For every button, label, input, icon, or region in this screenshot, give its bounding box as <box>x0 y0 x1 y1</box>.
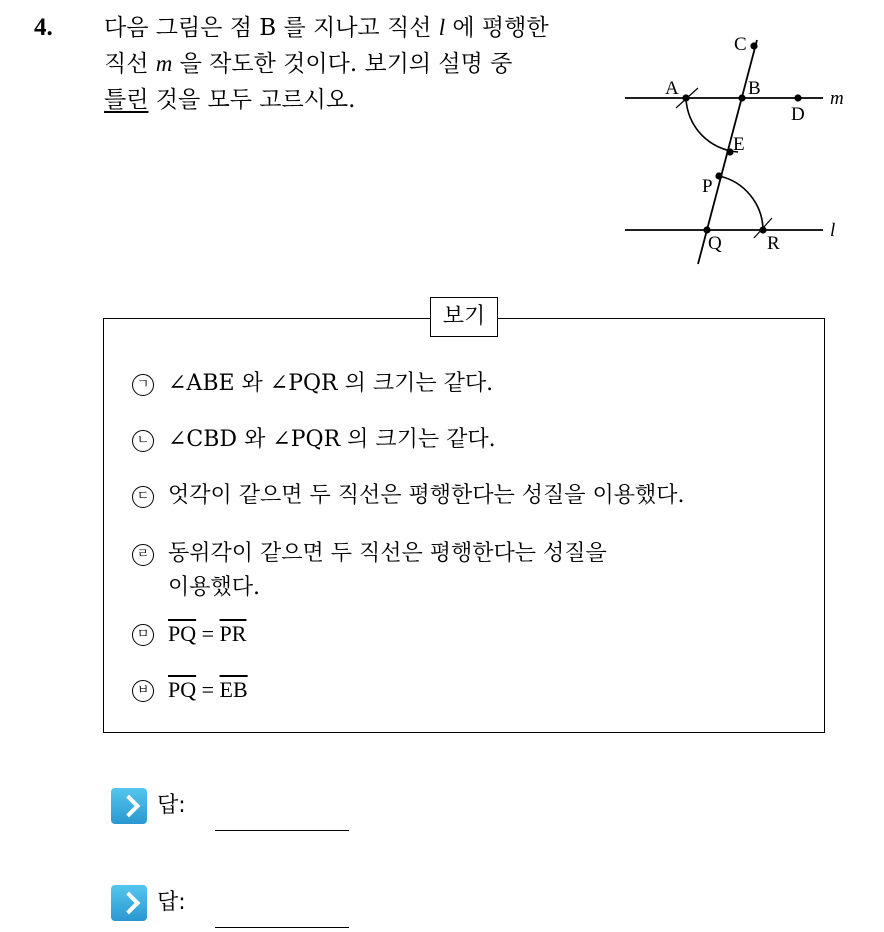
item-text-4: 동위각이 같으면 두 직선은 평행한다는 성질을 <box>168 541 607 566</box>
line-l-variable: l <box>438 15 446 40</box>
label-q: Q <box>708 233 722 254</box>
line-m-variable: m <box>155 51 173 76</box>
segment-pr: $\overline{PR}$ <box>219 621 247 646</box>
label-m: m <box>830 88 844 109</box>
question-line-1 <box>104 10 604 46</box>
point-d <box>794 94 801 101</box>
segment-pq: $\overline{PQ}$ <box>168 677 197 702</box>
answer-label: 답: <box>157 793 186 818</box>
item-marker-2: ㄴ <box>132 430 154 452</box>
item-text-1: ∠ABE 와 ∠PQR 의 크기는 같다. <box>168 371 494 396</box>
label-e: E <box>733 134 745 155</box>
question-line-3-end: 것을 모두 고르시오. <box>155 87 356 113</box>
bogi-title: 보기 <box>430 297 498 337</box>
equals-sign: = <box>196 677 220 702</box>
item-marker-6: ㅂ <box>132 680 154 702</box>
bogi-item-3 <box>132 479 685 513</box>
point-p <box>715 172 722 179</box>
label-d: D <box>791 104 805 125</box>
question-line-2-start: 직선 <box>104 51 149 77</box>
chevron-right-icon <box>111 788 147 824</box>
item-marker-5: ㅁ <box>132 624 154 646</box>
label-b: B <box>748 78 761 99</box>
label-r: R <box>767 233 780 254</box>
bogi-item-2 <box>132 423 496 457</box>
question-line-2 <box>104 46 604 82</box>
item-marker-3: ㄷ <box>132 486 154 508</box>
point-r <box>759 226 766 233</box>
bogi-item-6 <box>132 673 248 707</box>
item-marker-1: ㄱ <box>132 374 154 396</box>
bogi-item-4 <box>132 537 607 605</box>
answer-blank[interactable] <box>215 927 349 928</box>
underlined-keyword: 틀린 <box>104 87 149 113</box>
point-a <box>682 94 689 101</box>
equals-sign: = <box>196 621 220 646</box>
item-text-3: 엇각이 같으면 두 직선은 평행한다는 성질을 이용했다. <box>168 483 685 508</box>
item-equation-5 <box>168 617 246 651</box>
point-c <box>750 42 757 49</box>
item-equation-6 <box>168 673 248 707</box>
item-text-2: ∠CBD 와 ∠PQR 의 크기는 같다. <box>168 427 496 452</box>
point-b <box>738 94 745 101</box>
segment-eb: $\overline{EB}$ <box>219 677 248 702</box>
question-line-1-end: 에 평행한 <box>452 15 549 41</box>
label-p: P <box>702 176 713 197</box>
chevron-right-icon <box>111 885 147 921</box>
question-text <box>104 10 604 118</box>
question-number: 4. <box>34 14 53 41</box>
answer-label: 답: <box>157 890 186 915</box>
question-line-1-start: 다음 그림은 점 B 를 지나고 직선 <box>104 15 432 41</box>
item-text-4-continued: 이용했다. <box>168 575 261 600</box>
bogi-item-5 <box>132 617 246 651</box>
answer-blank[interactable] <box>215 830 349 831</box>
arc-p-r <box>719 176 763 230</box>
bogi-item-1 <box>132 367 493 401</box>
label-a: A <box>665 78 679 99</box>
label-c: C <box>734 34 747 55</box>
segment-pq: $\overline{PQ}$ <box>168 621 197 646</box>
label-l: l <box>830 220 836 241</box>
question-line-3 <box>104 82 604 118</box>
construction-diagram <box>620 20 860 270</box>
question-line-2-end: 을 작도한 것이다. 보기의 설명 중 <box>179 51 513 77</box>
item-marker-4: ㄹ <box>132 544 154 566</box>
construction-figure <box>620 20 860 270</box>
